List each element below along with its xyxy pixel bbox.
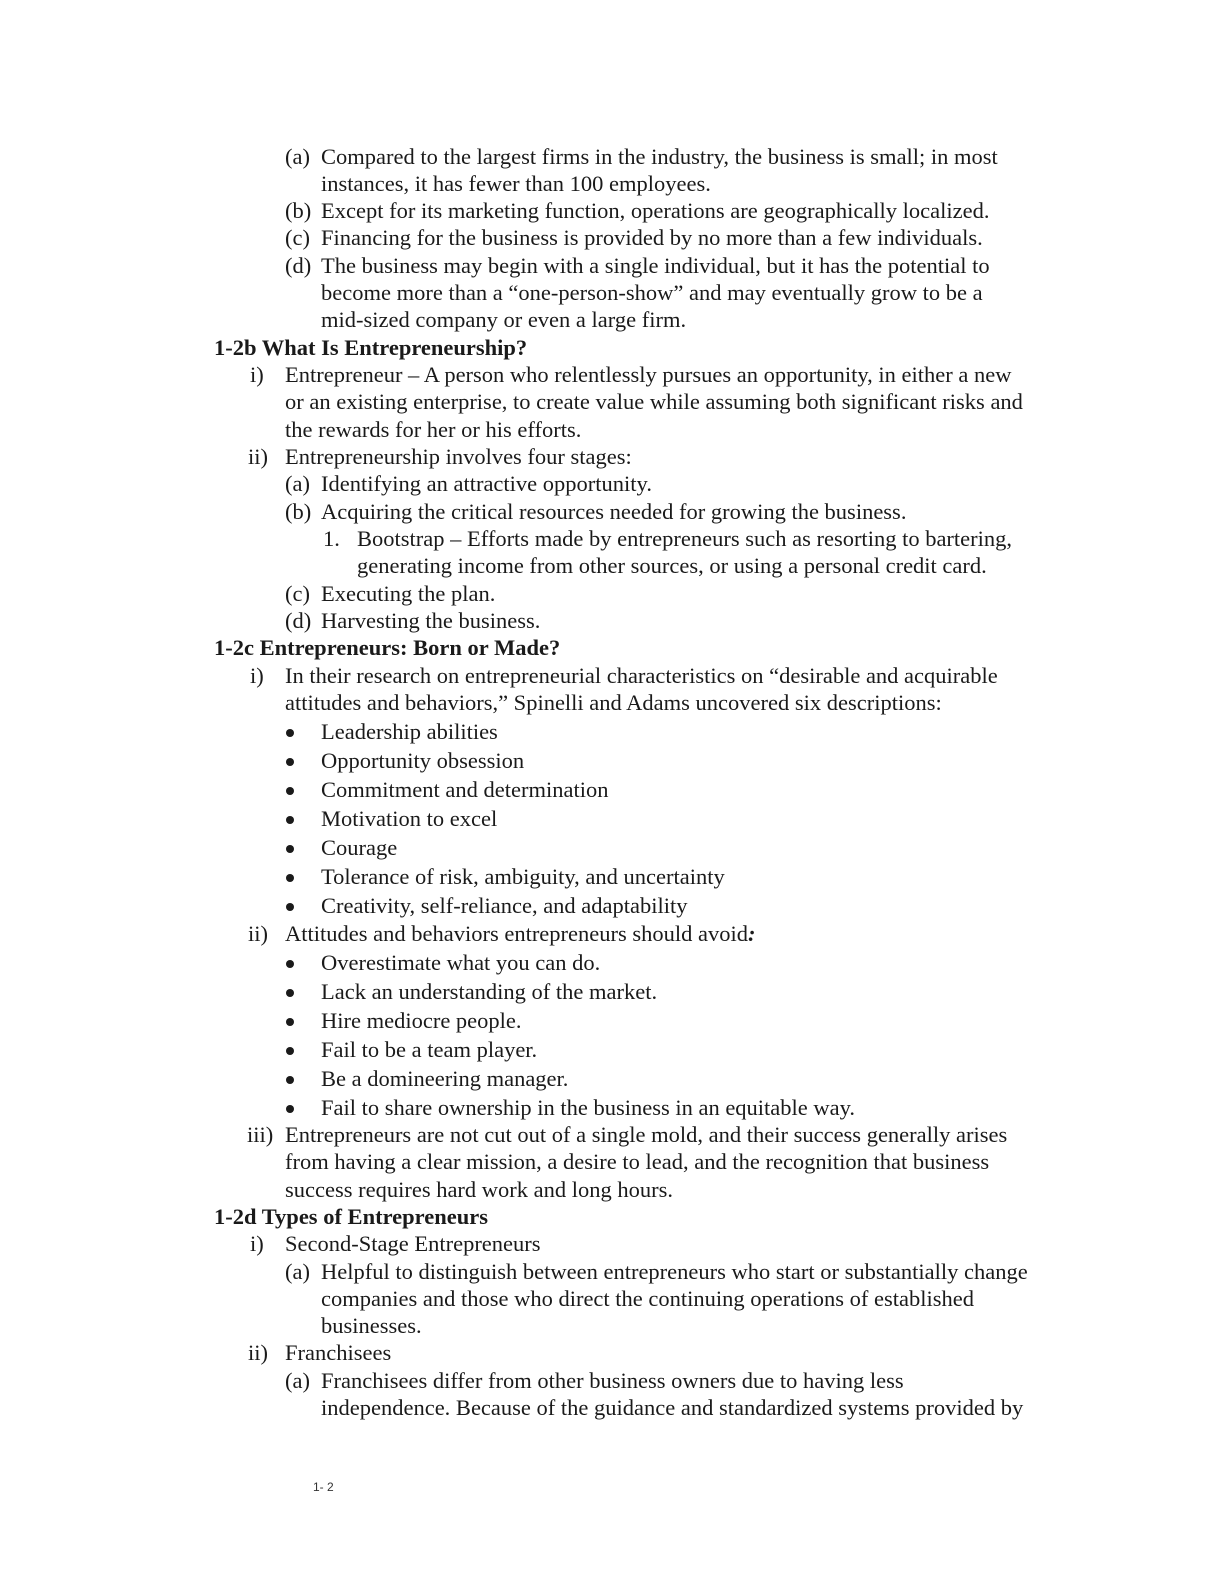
list-item: Tolerance of risk, ambiguity, and uncertainty (321, 864, 725, 889)
list-marker: (a) (285, 471, 310, 496)
text-line: Executing the plan. (321, 581, 496, 606)
bullet (286, 1076, 294, 1084)
list-marker: ii) (248, 1340, 268, 1365)
text-line: instances, it has fewer than 100 employees. (321, 171, 711, 196)
text-line: success requires hard work and long hours. (285, 1177, 674, 1202)
list-marker: (b) (285, 499, 312, 524)
list-item: Courage (321, 835, 398, 860)
bullet (286, 787, 294, 795)
list-marker: (c) (285, 581, 310, 606)
text-line: Franchisees (285, 1340, 392, 1365)
list-item: Motivation to excel (321, 806, 498, 831)
list-item: Lack an understanding of the market. (321, 979, 658, 1004)
text-line: Compared to the largest firms in the industry, the business is small; in most (321, 144, 998, 169)
bullet (286, 1018, 294, 1026)
list-marker: 1. (323, 526, 340, 551)
list-marker: (c) (285, 225, 310, 250)
list-marker: (d) (285, 608, 312, 633)
page-number: 1- 2 (313, 1480, 334, 1494)
colon: : (748, 921, 756, 946)
list-marker: i) (250, 1231, 264, 1256)
bullet (286, 874, 294, 882)
text-line: generating income from other sources, or using a personal credit card. (357, 553, 987, 578)
list-marker: (b) (285, 198, 312, 223)
bullet (286, 816, 294, 824)
text-line (285, 920, 756, 947)
list-item: Hire mediocre people. (321, 1008, 522, 1033)
bullet (286, 960, 294, 968)
text-line: In their research on entrepreneurial characteristics on “desirable and acquirable (285, 663, 998, 688)
text-line: The business may begin with a single individual, but it has the potential to (321, 253, 990, 278)
text-line: businesses. (321, 1313, 422, 1338)
text-line: Harvesting the business. (321, 608, 541, 633)
list-marker: iii) (247, 1122, 274, 1147)
bullet (286, 1047, 294, 1055)
bullet (286, 729, 294, 737)
bullet (286, 758, 294, 766)
list-marker: (a) (285, 144, 310, 169)
text-line: Entrepreneurship involves four stages: (285, 444, 632, 469)
bullet (286, 845, 294, 853)
text-line: independence. Because of the guidance and standardized systems provided by (321, 1395, 1024, 1420)
bullet (286, 903, 294, 911)
bullet (286, 989, 294, 997)
list-marker: (d) (285, 253, 312, 278)
text-line: the rewards for her or his efforts. (285, 417, 582, 442)
text-line: companies and those who direct the continuing operations of established (321, 1286, 974, 1311)
list-item: Creativity, self-reliance, and adaptability (321, 893, 688, 918)
list-item: Be a domineering manager. (321, 1066, 569, 1091)
text-line: Financing for the business is provided by no more than a few individuals. (321, 225, 983, 250)
text-line: attitudes and behaviors,” Spinelli and Adams uncovered six descriptions: (285, 690, 942, 715)
list-marker: i) (250, 362, 264, 387)
section-heading: 1-2b What Is Entrepreneurship? (214, 335, 528, 360)
list-item: Fail to share ownership in the business in an equitable way. (321, 1095, 856, 1120)
text-line: Identifying an attractive opportunity. (321, 471, 652, 496)
list-marker: (a) (285, 1368, 310, 1393)
text-line: Acquiring the critical resources needed for growing the business. (321, 499, 907, 524)
text-line: Entrepreneur – A person who relentlessly pursues an opportunity, in either a new (285, 362, 1012, 387)
list-item: Overestimate what you can do. (321, 950, 601, 975)
text-line: Franchisees differ from other business owners due to having less (321, 1368, 904, 1393)
list-marker: (a) (285, 1259, 310, 1284)
list-item: Commitment and determination (321, 777, 609, 802)
list-marker: ii) (248, 444, 268, 469)
list-item: Opportunity obsession (321, 748, 525, 773)
text-line: from having a clear mission, a desire to lead, and the recognition that business (285, 1149, 990, 1174)
section-heading: 1-2d Types of Entrepreneurs (214, 1204, 488, 1229)
text-fragment: Attitudes and behaviors entrepreneurs should avoid (285, 921, 749, 946)
section-heading: 1-2c Entrepreneurs: Born or Made? (214, 635, 561, 660)
text-line: Helpful to distinguish between entrepreneurs who start or substantially change (321, 1259, 1028, 1284)
text-line: Except for its marketing function, operations are geographically localized. (321, 198, 990, 223)
text-line: Entrepreneurs are not cut out of a single mold, and their success generally arises (285, 1122, 1008, 1147)
list-marker: ii) (248, 921, 268, 946)
text-line: Bootstrap – Efforts made by entrepreneurs such as resorting to bartering, (357, 526, 1013, 551)
list-marker: i) (250, 663, 264, 688)
bullet (286, 1105, 294, 1113)
list-item: Leadership abilities (321, 719, 498, 744)
text-line: Second-Stage Entrepreneurs (285, 1231, 541, 1256)
text-line: mid-sized company or even a large firm. (321, 307, 687, 332)
list-item: Fail to be a team player. (321, 1037, 538, 1062)
text-line: become more than a “one-person-show” and may eventually grow to be a (321, 280, 983, 305)
text-line: or an existing enterprise, to create value while assuming both significant risks and (285, 389, 1023, 414)
